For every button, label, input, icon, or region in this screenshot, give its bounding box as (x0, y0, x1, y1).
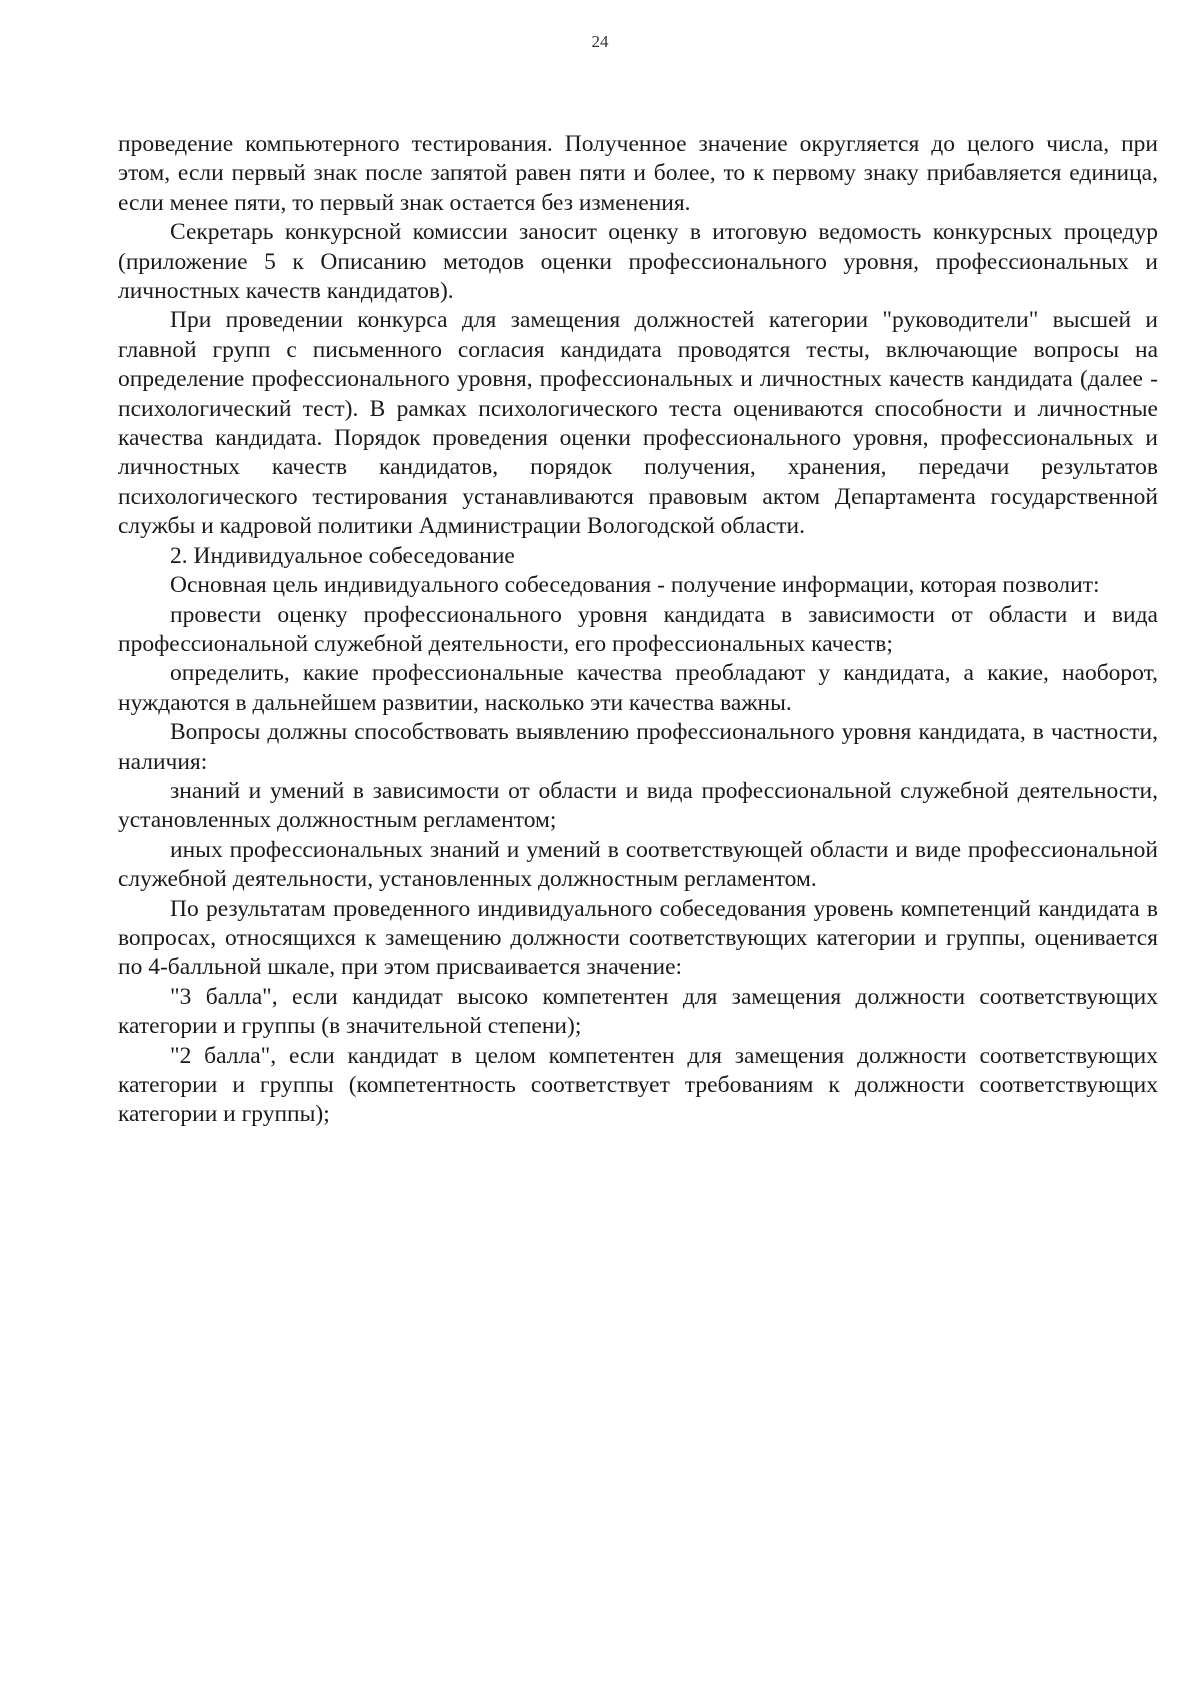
paragraph-secretary-record: Секретарь конкурсной комиссии заносит оценку в итоговую ведомость конкурсных процедур (приложение 5 к Описанию методов оценки профессионального уровня, профессиональных и личностных качеств кандидатов). (118, 219, 1158, 305)
list-item-determine-qualities: определить, какие профессиональные качества преобладают у кандидата, а какие, наоборот, нуждаются в дальнейшем развитии, насколько эти качества важны. (118, 660, 1158, 716)
paragraph-testing-rounding: проведение компьютерного тестирования. Полученное значение округляется до целого числа, при этом, если первый знак после запятой равен пяти и более, то к первому знаку прибавляется единица, если менее пяти, то первый знак остается без изменения. (118, 131, 1158, 216)
paragraph-questions-purpose: Вопросы должны способствовать выявлению профессионального уровня кандидата, в частности, наличия: (118, 719, 1158, 775)
document-body (118, 130, 1158, 1130)
paragraph-psychological-test: При проведении конкурса для замещения должностей категории "руководители" высшей и главной групп с письменного согласия кандидата проводятся тесты, включающие вопросы на определение профессионального уровня, профессиональных и личностных качеств кандидата (далее - психологический тест). В рамках психологического теста оцениваются способности и личностные качества кандидата. Порядок проведения оценки профессионального уровня, профессиональных и личностных качеств кандидатов, порядок получения, хранения, передачи результатов психологического тестирования устанавливаются правовым актом Департамента государственной службы и кадровой политики Администрации Вологодской области. (118, 307, 1158, 540)
list-item-score-2: "2 балла", если кандидат в целом компетентен для замещения должности соответствующих категории и группы (компетентность соответствует требованиям к должности соответствующих категории и группы); (118, 1042, 1158, 1128)
list-item-knowledge-skills: знаний и умений в зависимости от области и вида профессиональной служебной деятельности, установленных должностным регламентом; (118, 777, 1158, 834)
section-heading-individual-interview: 2. Индивидуальное собеседование (170, 542, 515, 569)
list-item-score-3: "3 балла", если кандидат высоко компетентен для замещения должности соответствующих категории и группы (в значительной степени); (118, 983, 1158, 1040)
list-item-assess-level: провести оценку профессионального уровня кандидата в зависимости от области и вида профессиональной служебной деятельности, его профессиональных качеств; (118, 601, 1158, 657)
list-item-other-knowledge: иных профессиональных знаний и умений в соответствующей области и виде профессиональной служебной деятельности, установленных должностным регламентом. (118, 836, 1158, 893)
page-number: 24 (591, 32, 609, 51)
paragraph-interview-goal: Основная цель индивидуального собеседования - получение информации, которая позволит: (170, 572, 1100, 599)
paragraph-scoring-scale: По результатам проведенного индивидуального собеседования уровень компетенций кандидата в вопросах, относящихся к замещению должности соответствующих категории и группы, оценивается по 4-балльной шкале, при этом присваивается значение: (118, 895, 1158, 981)
